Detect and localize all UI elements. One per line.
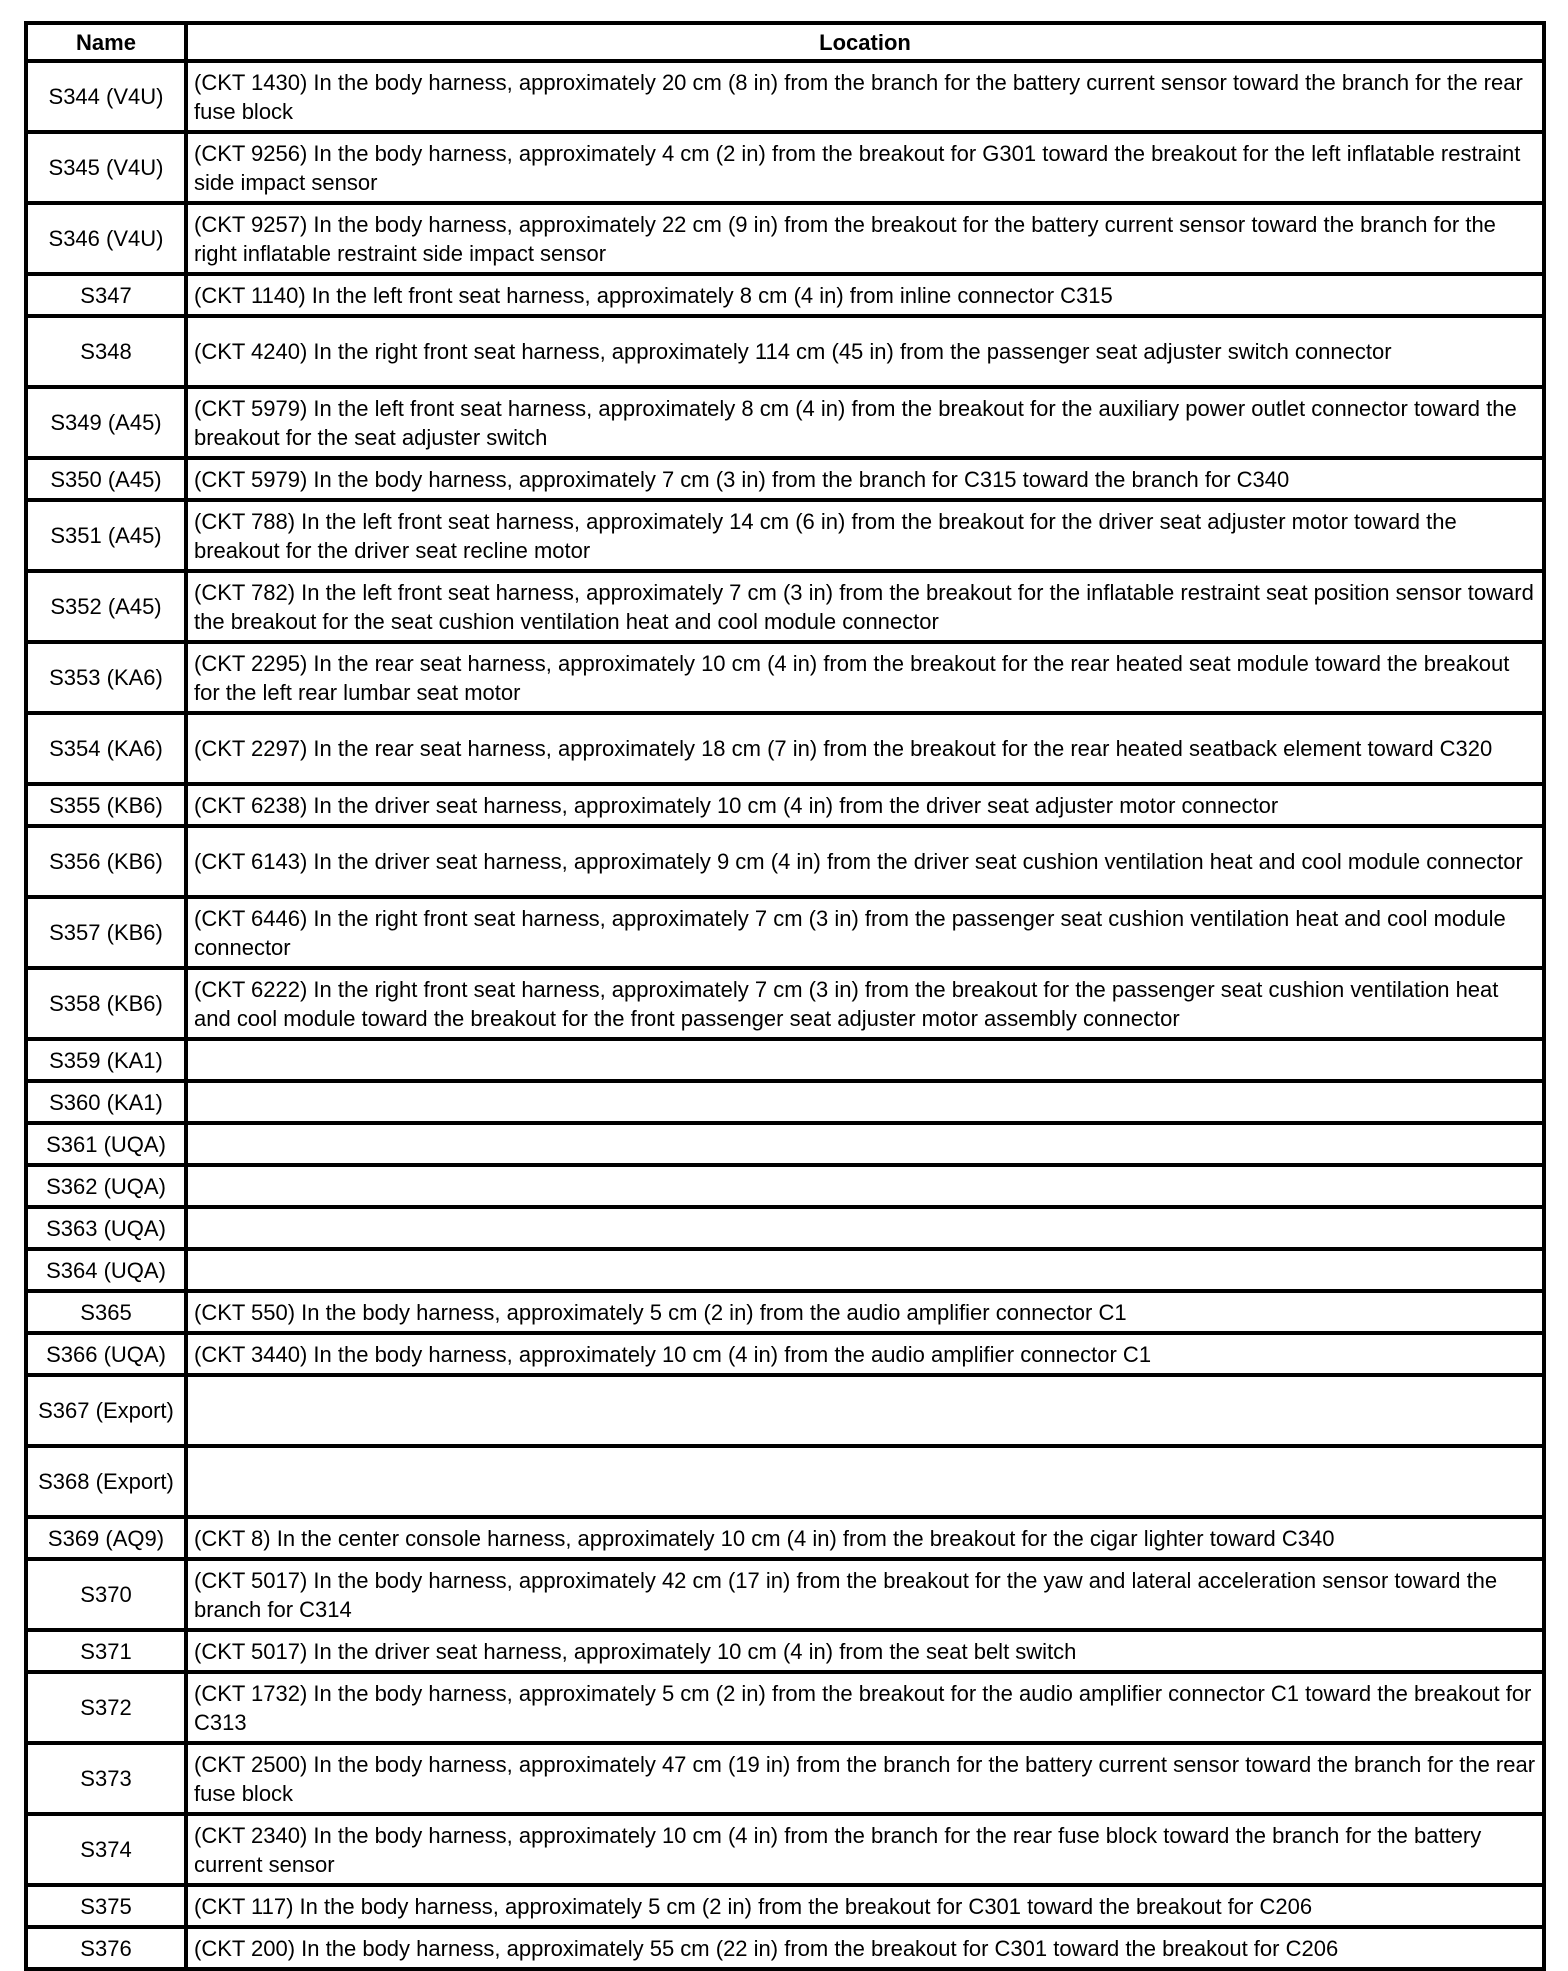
- table-row: [26, 571, 1544, 642]
- table-row: [26, 1333, 1544, 1375]
- table-row: [26, 1630, 1544, 1672]
- table-row: [26, 1743, 1544, 1814]
- splice-name-cell: S361 (UQA): [26, 1123, 186, 1165]
- table-row: [26, 1446, 1544, 1517]
- splice-name-cell: S356 (KB6): [26, 826, 186, 897]
- splice-location-cell: (CKT 2297) In the rear seat harness, approximately 18 cm (7 in) from the breakout for the rear heated seatback element toward C320: [186, 713, 1544, 784]
- splice-location-cell: (CKT 4240) In the right front seat harness, approximately 114 cm (45 in) from the passenger seat adjuster switch connector: [186, 316, 1544, 387]
- table-row: [26, 1927, 1544, 1969]
- table-row: [26, 1207, 1544, 1249]
- splice-location-cell: (CKT 2340) In the body harness, approximately 10 cm (4 in) from the branch for the rear fuse block toward the branch for the battery current sensor: [186, 1814, 1544, 1885]
- table-row: [26, 500, 1544, 571]
- splice-location-cell: [186, 1446, 1544, 1517]
- splice-name-cell: S358 (KB6): [26, 968, 186, 1039]
- table-row: [26, 968, 1544, 1039]
- table-header: [26, 23, 1544, 61]
- splice-name-cell: S371: [26, 1630, 186, 1672]
- splice-location-cell: (CKT 117) In the body harness, approximately 5 cm (2 in) from the breakout for C301 toward the breakout for C206: [186, 1885, 1544, 1927]
- splice-name-cell: S373: [26, 1743, 186, 1814]
- table-row: [26, 458, 1544, 500]
- table-row: [26, 1672, 1544, 1743]
- splice-location-cell: (CKT 5979) In the left front seat harness, approximately 8 cm (4 in) from the breakout for the auxiliary power outlet connector toward the breakout for the seat adjuster switch: [186, 387, 1544, 458]
- splice-name-cell: S352 (A45): [26, 571, 186, 642]
- splice-name-cell: S351 (A45): [26, 500, 186, 571]
- splice-location-cell: (CKT 1430) In the body harness, approximately 20 cm (8 in) from the branch for the battery current sensor toward the branch for the rear fuse block: [186, 61, 1544, 132]
- table-row: [26, 387, 1544, 458]
- splice-name-cell: S365: [26, 1291, 186, 1333]
- table-row: [26, 897, 1544, 968]
- table-row: [26, 826, 1544, 897]
- splice-location-cell: (CKT 788) In the left front seat harness, approximately 14 cm (6 in) from the breakout for the driver seat adjuster motor toward the breakout for the driver seat recline motor: [186, 500, 1544, 571]
- table-row: [26, 132, 1544, 203]
- splice-location-cell: [186, 1375, 1544, 1446]
- splice-location-cell: (CKT 6222) In the right front seat harness, approximately 7 cm (3 in) from the breakout for the passenger seat cushion ventilation heat and cool module toward the breakout for the front passenger seat adjuster motor assembly connector: [186, 968, 1544, 1039]
- splice-name-cell: S357 (KB6): [26, 897, 186, 968]
- splice-location-cell: (CKT 6143) In the driver seat harness, approximately 9 cm (4 in) from the driver seat cushion ventilation heat and cool module connector: [186, 826, 1544, 897]
- splice-location-cell: (CKT 550) In the body harness, approximately 5 cm (2 in) from the audio amplifier connector C1: [186, 1291, 1544, 1333]
- table-row: [26, 1517, 1544, 1559]
- splice-location-cell: [186, 1249, 1544, 1291]
- splice-location-cell: [186, 1081, 1544, 1123]
- table-row: [26, 713, 1544, 784]
- splice-name-cell: S376: [26, 1927, 186, 1969]
- splice-location-cell: (CKT 9257) In the body harness, approximately 22 cm (9 in) from the breakout for the battery current sensor toward the branch for the right inflatable restraint side impact sensor: [186, 203, 1544, 274]
- splice-name-cell: S345 (V4U): [26, 132, 186, 203]
- splice-name-cell: S375: [26, 1885, 186, 1927]
- splice-name-cell: S364 (UQA): [26, 1249, 186, 1291]
- splice-location-cell: (CKT 200) In the body harness, approximately 55 cm (22 in) from the breakout for C301 toward the breakout for C206: [186, 1927, 1544, 1969]
- splice-location-cell: (CKT 1140) In the left front seat harness, approximately 8 cm (4 in) from inline connector C315: [186, 274, 1544, 316]
- table-row: [26, 642, 1544, 713]
- splice-location-cell: (CKT 9256) In the body harness, approximately 4 cm (2 in) from the breakout for G301 toward the breakout for the left inflatable restraint side impact sensor: [186, 132, 1544, 203]
- splice-location-cell: (CKT 6238) In the driver seat harness, approximately 10 cm (4 in) from the driver seat adjuster motor connector: [186, 784, 1544, 826]
- splice-name-cell: S353 (KA6): [26, 642, 186, 713]
- splice-location-sheet: [24, 21, 1542, 1971]
- splice-location-cell: [186, 1039, 1544, 1081]
- table-row: [26, 203, 1544, 274]
- table-row: [26, 1165, 1544, 1207]
- splice-name-cell: S374: [26, 1814, 186, 1885]
- table-row: [26, 316, 1544, 387]
- table-row: [26, 1081, 1544, 1123]
- splice-location-cell: (CKT 5017) In the driver seat harness, approximately 10 cm (4 in) from the seat belt switch: [186, 1630, 1544, 1672]
- table-row: [26, 1039, 1544, 1081]
- table-row: [26, 784, 1544, 826]
- splice-location-cell: (CKT 5017) In the body harness, approximately 42 cm (17 in) from the breakout for the yaw and lateral acceleration sensor toward the branch for C314: [186, 1559, 1544, 1630]
- splice-location-cell: [186, 1207, 1544, 1249]
- splice-name-cell: S360 (KA1): [26, 1081, 186, 1123]
- splice-name-cell: S348: [26, 316, 186, 387]
- splice-name-cell: S368 (Export): [26, 1446, 186, 1517]
- splice-name-cell: S367 (Export): [26, 1375, 186, 1446]
- splice-name-cell: S363 (UQA): [26, 1207, 186, 1249]
- splice-name-cell: S372: [26, 1672, 186, 1743]
- splice-location-cell: [186, 1123, 1544, 1165]
- splice-location-cell: (CKT 6446) In the right front seat harness, approximately 7 cm (3 in) from the passenger seat cushion ventilation heat and cool module connector: [186, 897, 1544, 968]
- table-row: [26, 1814, 1544, 1885]
- splice-location-cell: (CKT 2295) In the rear seat harness, approximately 10 cm (4 in) from the breakout for the rear heated seat module toward the breakout for the left rear lumbar seat motor: [186, 642, 1544, 713]
- column-header-location: Location: [186, 23, 1544, 61]
- table-row: [26, 1291, 1544, 1333]
- table-row: [26, 1249, 1544, 1291]
- splice-location-cell: (CKT 5979) In the body harness, approximately 7 cm (3 in) from the branch for C315 toward the branch for C340: [186, 458, 1544, 500]
- column-header-name: Name: [26, 23, 186, 61]
- splice-name-cell: S355 (KB6): [26, 784, 186, 826]
- table-row: [26, 1559, 1544, 1630]
- table-row: [26, 1375, 1544, 1446]
- table-row: [26, 1885, 1544, 1927]
- splice-name-cell: S366 (UQA): [26, 1333, 186, 1375]
- splice-location-cell: (CKT 8) In the center console harness, approximately 10 cm (4 in) from the breakout for the cigar lighter toward C340: [186, 1517, 1544, 1559]
- splice-name-cell: S349 (A45): [26, 387, 186, 458]
- splice-name-cell: S347: [26, 274, 186, 316]
- splice-location-cell: [186, 1165, 1544, 1207]
- table-row: [26, 61, 1544, 132]
- header-row: [26, 23, 1544, 61]
- splice-location-table: [24, 21, 1546, 1971]
- table-body: [26, 61, 1544, 1969]
- splice-location-cell: (CKT 3440) In the body harness, approximately 10 cm (4 in) from the audio amplifier connector C1: [186, 1333, 1544, 1375]
- splice-location-cell: (CKT 1732) In the body harness, approximately 5 cm (2 in) from the breakout for the audio amplifier connector C1 toward the breakout for C313: [186, 1672, 1544, 1743]
- splice-name-cell: S362 (UQA): [26, 1165, 186, 1207]
- splice-name-cell: S370: [26, 1559, 186, 1630]
- splice-name-cell: S344 (V4U): [26, 61, 186, 132]
- table-row: [26, 274, 1544, 316]
- splice-location-cell: (CKT 2500) In the body harness, approximately 47 cm (19 in) from the branch for the battery current sensor toward the branch for the rear fuse block: [186, 1743, 1544, 1814]
- table-row: [26, 1123, 1544, 1165]
- splice-name-cell: S359 (KA1): [26, 1039, 186, 1081]
- splice-location-cell: (CKT 782) In the left front seat harness, approximately 7 cm (3 in) from the breakout for the inflatable restraint seat position sensor toward the breakout for the seat cushion ventilation heat and cool module connector: [186, 571, 1544, 642]
- splice-name-cell: S346 (V4U): [26, 203, 186, 274]
- splice-name-cell: S354 (KA6): [26, 713, 186, 784]
- splice-name-cell: S350 (A45): [26, 458, 186, 500]
- splice-name-cell: S369 (AQ9): [26, 1517, 186, 1559]
